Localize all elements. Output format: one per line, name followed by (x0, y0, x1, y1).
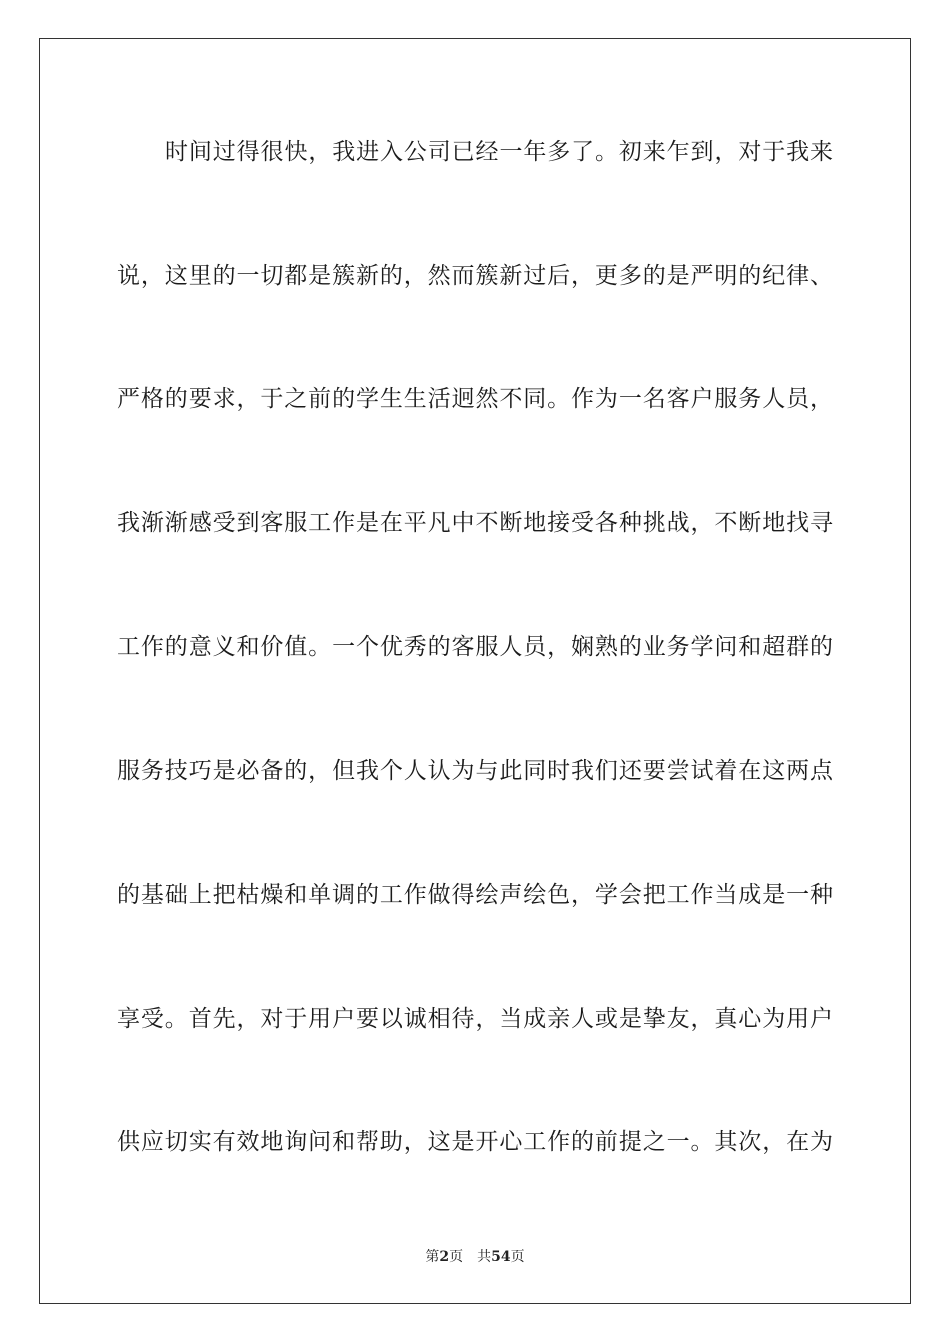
text-line-3: 严格的要求，于之前的学生生活迥然不同。作为一名客户服务人员， (117, 386, 833, 412)
text-line-6: 服务技巧是必备的，但我个人认为与此同时我们还要尝试着在这两点 (117, 758, 833, 784)
page-footer (0, 1245, 950, 1269)
total-pages: 54 (491, 1249, 511, 1265)
page-number: 2 (439, 1249, 450, 1265)
text-line-1: 时间过得很快，我进入公司已经一年多了。初来乍到，对于我来 (165, 139, 833, 165)
text-line-7: 的基础上把枯燥和单调的工作做得绘声绘色，学会把工作当成是一种 (117, 882, 833, 908)
page-prefix: 第 (425, 1249, 440, 1265)
page-suffix: 页 (449, 1249, 464, 1265)
total-prefix: 共 (477, 1249, 492, 1265)
text-line-5: 工作的意义和价值。一个优秀的客服人员，娴熟的业务学问和超群的 (117, 634, 833, 660)
text-line-4: 我渐渐感受到客服工作是在平凡中不断地接受各种挑战，不断地找寻 (117, 510, 833, 536)
text-line-8: 享受。首先，对于用户要以诚相待，当成亲人或是挚友，真心为用户 (117, 1006, 833, 1032)
page-border (39, 38, 911, 1304)
total-suffix: 页 (510, 1249, 525, 1265)
text-line-2: 说，这里的一切都是簇新的，然而簇新过后，更多的是严明的纪律、 (117, 263, 833, 289)
text-line-9: 供应切实有效地询问和帮助，这是开心工作的前提之一。其次，在为 (117, 1129, 833, 1155)
